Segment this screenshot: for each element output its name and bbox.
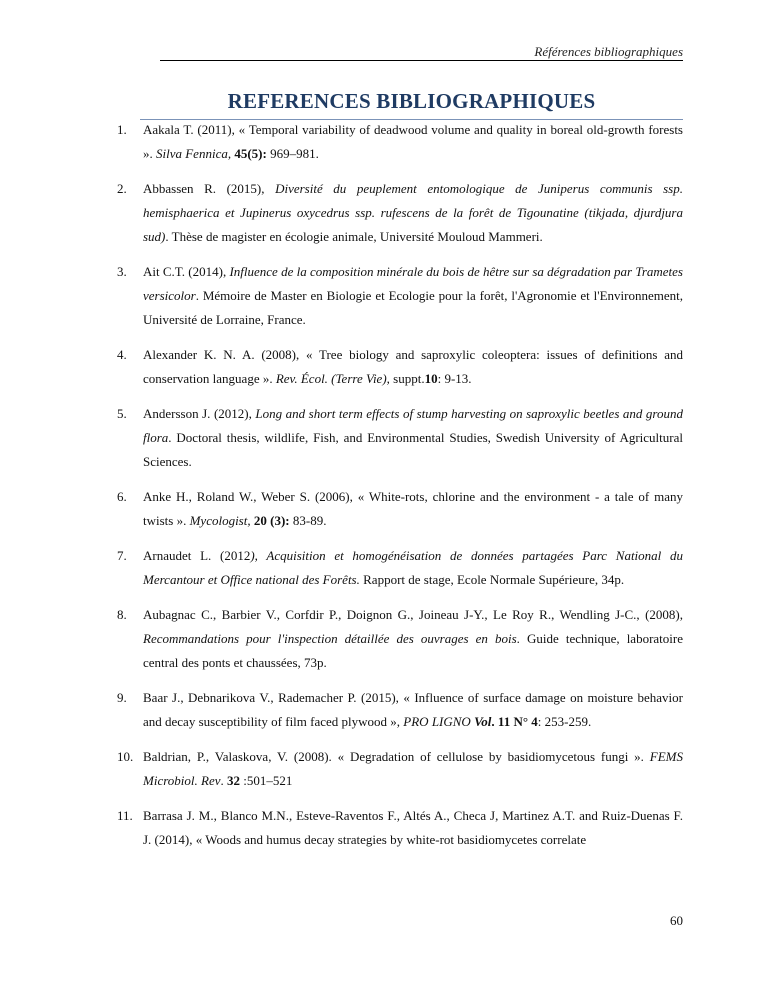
reference-text: : 253-259.	[537, 714, 592, 729]
reference-text: Long and short term effects of stump harvesting on saproxylic beetles and ground flora	[143, 406, 684, 445]
page-title: REFERENCES BIBLIOGRAPHIQUES	[227, 89, 596, 113]
reference-text: Barrasa J. M., Blanco M.N., Esteve-Raventos F., Altés A., Checa J, Martinez A.T. and Ruiz-Duenas F. J. (2014), « Woods and humus decay strategies by white-rot basidiomycetes correlate	[143, 808, 683, 847]
reference-item	[117, 402, 683, 474]
reference-text: . Guide technique, laboratoire central des ponts et chaussées, 73p.	[143, 631, 683, 670]
reference-item	[117, 603, 683, 675]
reference-text: ), Acquisition et homogénéisation de données partagées Parc National du Mercantour et Office national des Forêts.	[143, 548, 683, 587]
reference-text: Arnaudet L. (2012	[143, 548, 251, 563]
page-number: 60	[670, 913, 683, 928]
reference-number: 4.	[117, 347, 127, 362]
reference-text: FEMS Microbiol. Rev	[143, 749, 683, 788]
reference-text: . 11 N° 4	[491, 714, 538, 729]
reference-text: Baldrian, P., Valaskova, V. (2008). « Degradation of cellulose by basidiomycetous fungi ».	[143, 749, 650, 764]
reference-text: Recommandations pour l'inspection détaillée des ouvrages en bois	[143, 631, 517, 646]
reference-item	[117, 177, 683, 249]
reference-number: 5.	[117, 406, 127, 421]
reference-text: suppt.	[389, 371, 425, 386]
reference-text: PRO LIGNO	[403, 714, 471, 729]
reference-text: 83-89.	[289, 513, 327, 528]
reference-number: 7.	[117, 548, 127, 563]
reference-text: Mycologist,	[189, 513, 251, 528]
reference-text: 45(5):	[234, 146, 267, 161]
header-rule	[160, 60, 683, 61]
reference-number: 11.	[117, 808, 133, 823]
reference-text: Vol	[474, 714, 492, 729]
reference-item	[117, 804, 683, 852]
reference-number: 3.	[117, 264, 127, 279]
reference-text: . Mémoire de Master en Biologie et Ecologie pour la forêt, l'Agronomie et l'Environnement, Université de Lorraine, France.	[143, 288, 683, 327]
reference-text: Anke H., Roland W., Weber S. (2006), « White-rots, chlorine and the environment - a tale of many twists ».	[143, 489, 683, 528]
reference-text: Rapport de stage, Ecole Normale Supérieure, 34p.	[359, 572, 625, 587]
reference-text: 969–981.	[266, 146, 319, 161]
reference-number: 2.	[117, 181, 127, 196]
reference-text: Ait C.T. (2014),	[143, 264, 230, 279]
reference-text: .	[220, 773, 227, 788]
reference-item	[117, 745, 683, 793]
reference-list	[117, 118, 683, 863]
reference-text: Rev. Écol. (Terre Vie),	[275, 371, 390, 386]
reference-number: 6.	[117, 489, 127, 504]
reference-text: 20 (3):	[253, 513, 290, 528]
reference-item	[117, 260, 683, 332]
reference-text: . Thèse de magister en écologie animale, Université Mouloud Mammeri.	[165, 229, 543, 244]
reference-item	[117, 485, 683, 533]
reference-item	[117, 343, 683, 391]
reference-text: Abbassen R. (2015),	[143, 181, 276, 196]
running-header: Références bibliographiques	[534, 44, 683, 59]
reference-text: Baar J., Debnarikova V., Rademacher P. (2015), « Influence of surface damage on moisture behavior and decay susceptibility of film faced plywood »,	[143, 690, 683, 729]
reference-text: 10	[424, 371, 438, 386]
reference-number: 10.	[117, 749, 134, 764]
reference-text: :501–521	[240, 773, 293, 788]
reference-item	[117, 118, 683, 166]
reference-number: 1.	[117, 122, 127, 137]
reference-text: Andersson J. (2012),	[143, 406, 256, 421]
reference-text: Alexander K. N. A. (2008), « Tree biology and saproxylic coleoptera: issues of definitions and conservation language ».	[143, 347, 683, 386]
reference-text: 32	[227, 773, 240, 788]
reference-item	[117, 686, 683, 734]
reference-number: 9.	[117, 690, 127, 705]
reference-item	[117, 544, 683, 592]
reference-text: Silva Fennica,	[156, 146, 232, 161]
reference-text: . Doctoral thesis, wildlife, Fish, and Environmental Studies, Swedish University of Agricultural Sciences.	[143, 430, 683, 469]
reference-number: 8.	[117, 607, 127, 622]
reference-text: Aubagnac C., Barbier V., Corfdir P., Doignon G., Joineau J-Y., Le Roy R., Wendling J-C., (2008),	[143, 607, 683, 622]
reference-text: : 9-13.	[437, 371, 472, 386]
reference-text: Aakala T. (2011), « Temporal variability of deadwood volume and quality in boreal old-growth forests ».	[143, 122, 683, 161]
reference-text: Influence de la composition minérale du bois de hêtre sur sa dégradation par Trametes versicolor	[143, 264, 683, 303]
reference-text: Diversité du peuplement entomologique de Juniperus communis ssp. hemisphaerica et Jupinerus oxycedrus ssp. rufescens de la forêt de Tigounatine (tikjada, djurdjura sud)	[143, 181, 683, 244]
